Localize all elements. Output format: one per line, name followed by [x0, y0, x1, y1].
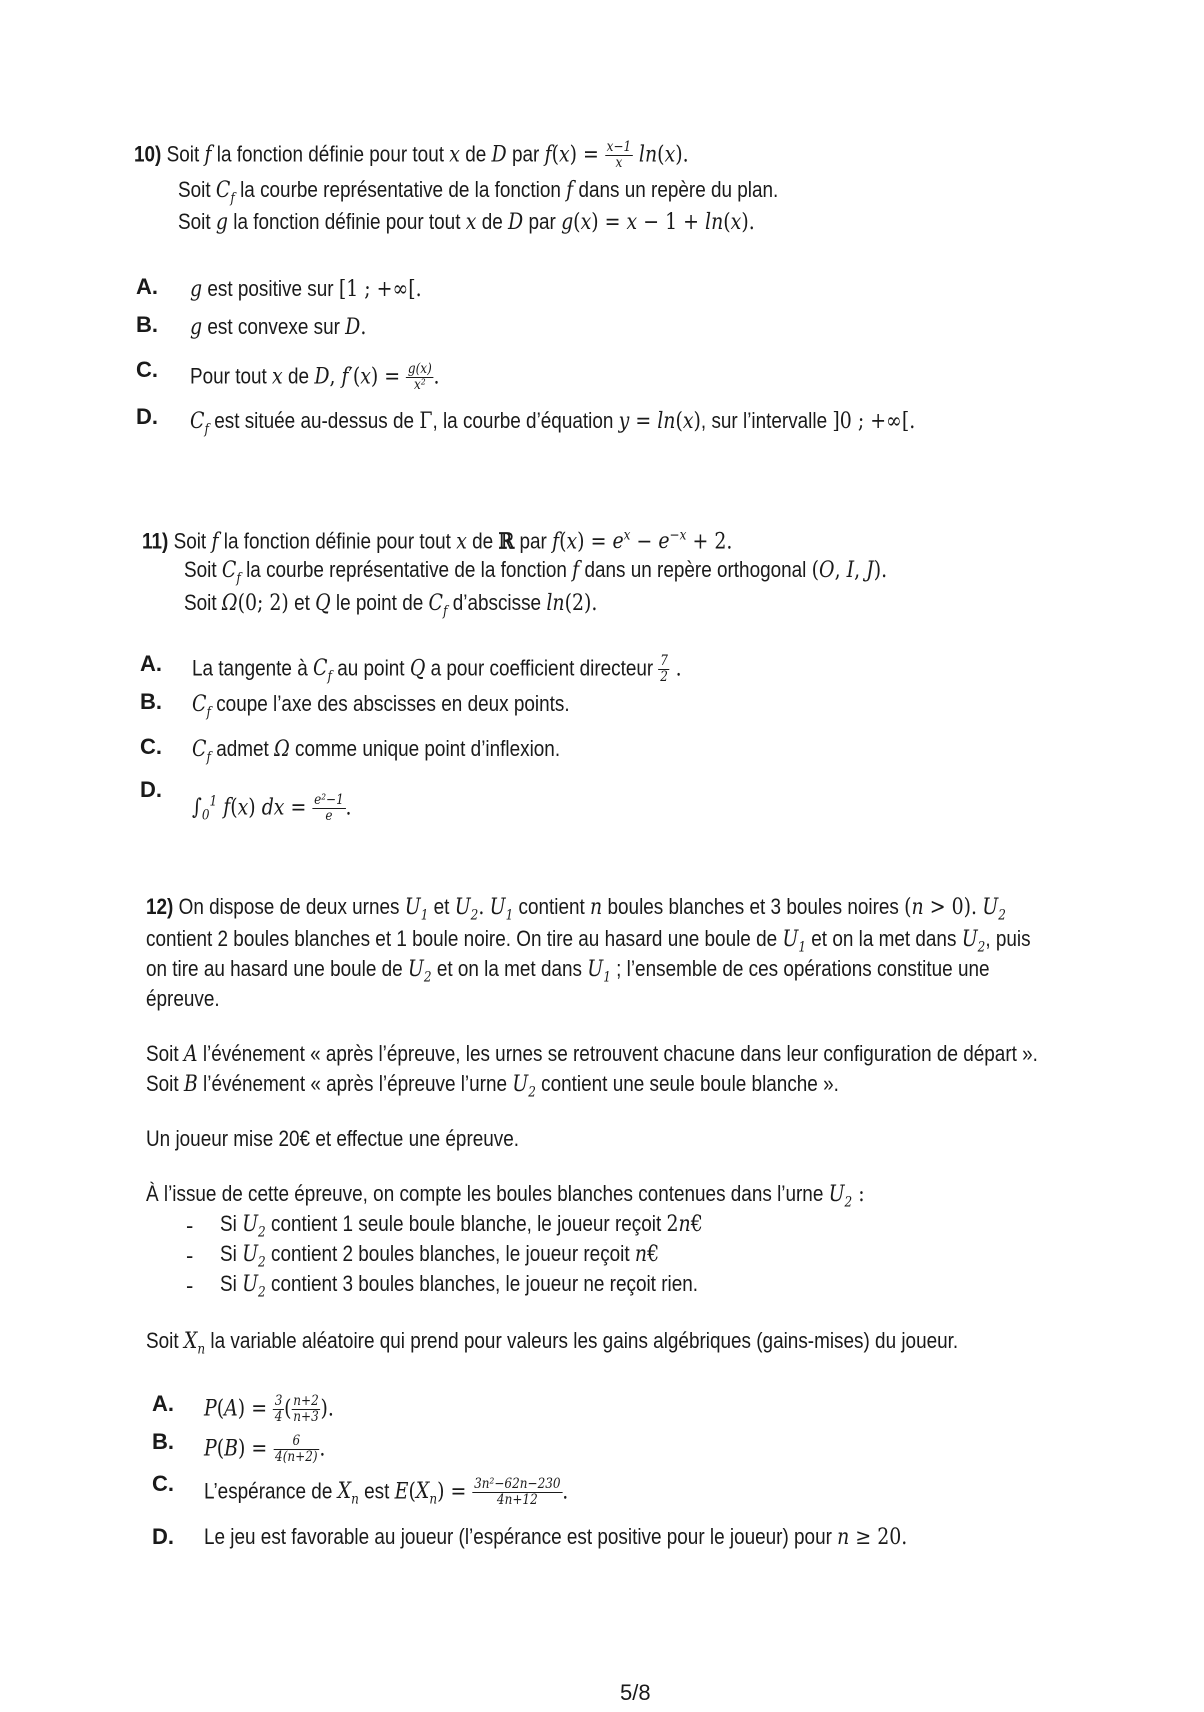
q10-option-a: g est positive sur [1 ; +∞[. — [190, 276, 422, 302]
q10-option-c-label: C. — [136, 357, 158, 382]
page-number: 5/8 — [620, 1680, 651, 1705]
q12-bullet-dash: - — [186, 1243, 194, 1268]
q12-bullet-dash: - — [186, 1273, 194, 1298]
q12-option-d: Le jeu est favorable au joueur (l’espérance est positive pour le joueur) pour n ≥ 20. — [204, 1524, 908, 1550]
q12-bullet-1: Si $U_2$ contient 1 seule boule blanche, le joueur reçoit 2n€ — [220, 1211, 703, 1241]
q11-option-c: $C_f$ admet Ω comme unique point d’inflexion. — [192, 736, 561, 766]
q10-line2: Soit $C_f$ la courbe représentative de la fonction f dans un repère du plan. — [178, 177, 779, 207]
q12-bullet-2: Si $U_2$ contient 2 boules blanches, le joueur reçoit n€ — [220, 1241, 660, 1271]
q11-line2: Soit $C_f$ la courbe représentative de la fonction f dans un repère orthogonal (O, I, J). — [184, 557, 888, 587]
q12-event-a: Soit A l’événement « après l’épreuve, les urnes se retrouvent chacune dans leur configuration de départ ». — [146, 1041, 1038, 1067]
q11-number: 11) — [142, 528, 169, 554]
q12-para1-line3: on tire au hasard une boule de $U_2$ et on la met dans $U_1$ ; l’ensemble de ces opérations constitue une — [146, 956, 990, 986]
q11-line3: Soit Ω(0; 2) et Q le point de $C_f$ d’abscisse ln(2). — [184, 590, 598, 620]
q11-intro: 11) Soit f la fonction définie pour tout x de ℝ par $f(x) = e^x - e^{-x} + 2$. — [142, 528, 733, 555]
q12-option-c: L’espérance de $X_n$ est $E(X_n)$ = $\frac{\text{3n²−62n−230}}{4n+12}$ . — [204, 1476, 569, 1508]
q10-option-d: $C_f$ est située au-dessus de Γ, la courbe d’équation y = ln(x), sur l’intervalle ]0 ; +∞[. — [190, 408, 916, 438]
q10-intro: 10) Soit f la fonction définie pour tout x de D par f(x) = $\frac{x-1}{x}$ ln(x). — [134, 139, 689, 171]
q12-option-a: P(A) = $\frac{3}{4}$ ( $\frac{n+2}{n+3}$ ). — [204, 1393, 334, 1425]
q12-para1-line4: épreuve. — [146, 986, 220, 1011]
q11-option-c-label: C. — [140, 734, 162, 759]
q12-bullet-3: Si $U_2$ contient 3 boules blanches, le joueur ne reçoit rien. — [220, 1271, 699, 1301]
q12-option-c-label: C. — [152, 1471, 174, 1496]
q12-para1-line2: contient 2 boules blanches et 1 boule noire. On tire au hasard une boule de $U_1$ et on la met dans $U_2$, puis — [146, 926, 1031, 956]
q12-issue: À l’issue de cette épreuve, on compte les boules blanches contenues dans l’urne $U_2$ : — [146, 1181, 865, 1211]
q10-option-d-label: D. — [136, 404, 158, 429]
q11-option-a: La tangente à $C_f$ au point Q a pour coefficient directeur $\frac{7}{2}$ . — [192, 653, 682, 685]
q10-option-c: Pour tout x de D, f′(x) = $\frac{g(x)}{\text{x²}}$ . — [190, 361, 440, 393]
q10-line3: Soit g la fonction définie pour tout x de D par g(x) = x − 1 + ln(x). — [178, 209, 755, 235]
q10-option-a-label: A. — [136, 274, 158, 299]
q10-option-b-label: B. — [136, 312, 158, 337]
q12-bet: Un joueur mise 20€ et effectue une épreuve. — [146, 1126, 520, 1151]
q12-para1-line1: 12) On dispose de deux urnes $U_1$ et $U_2$. $U_1$ contient n boules blanches et 3 boules noires (n > 0). $U_2$ — [146, 894, 1006, 924]
q11-option-d: $\int_0^1$ f(x) dx = $\frac{\text{e²−1}}{e}$ . — [192, 792, 352, 825]
q11-option-b-label: B. — [140, 689, 162, 714]
q12-variable: Soit $X_n$ la variable aléatoire qui prend pour valeurs les gains algébriques (gains-mises) du joueur. — [146, 1328, 959, 1358]
q10-option-b: g est convexe sur D. — [190, 314, 367, 340]
q12-event-b: Soit B l’événement « après l’épreuve l’urne $U_2$ contient une seule boule blanche ». — [146, 1071, 839, 1101]
q11-option-a-label: A. — [140, 651, 162, 676]
q12-bullet-dash: - — [186, 1213, 194, 1238]
q12-option-d-label: D. — [152, 1524, 174, 1549]
q11-option-b: $C_f$ coupe l’axe des abscisses en deux points. — [192, 691, 570, 721]
q10-number: 10) — [134, 141, 162, 167]
q12-option-b-label: B. — [152, 1429, 174, 1454]
q12-number: 12) — [146, 894, 174, 919]
q12-option-a-label: A. — [152, 1391, 174, 1416]
q11-option-d-label: D. — [140, 777, 162, 802]
q12-option-b: P(B) = $\frac{6}{4(n+2)}$ . — [204, 1433, 326, 1465]
